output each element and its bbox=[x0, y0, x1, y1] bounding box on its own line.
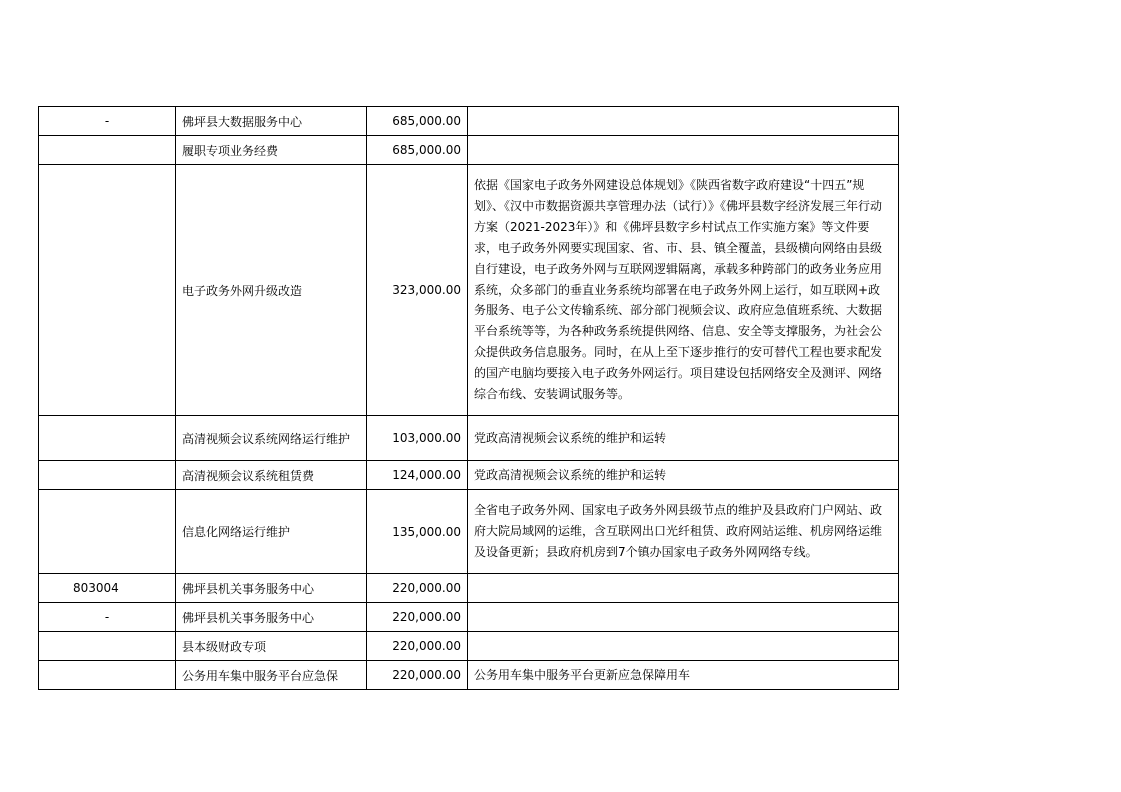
row-amount: 220,000.00 bbox=[367, 661, 468, 690]
row-code bbox=[39, 416, 176, 461]
row-description: 依据《国家电子政务外网建设总体规划》《陕西省数字政府建设“十四五”规划》、《汉中市数据资源共享管理办法（试行）》《佛坪县数字经济发展三年行动方案（2021-2023年）》和《佛坪县数字乡村试点工作实施方案》等文件要求，电子政务外网要实现国家、省、市、县、镇全覆盖，县级横向网络由县级自行建设，电子政务外网与互联网逻辑隔离，承载多种跨部门的政务业务应用系统，众多部门的垂直业务系统均部署在电子政务外网上运行，如互联网+政务服务、电子公文传输系统、部分部门视频会议、政府应急值班系统、大数据平台系统等等，为各种政务系统提供网络、信息、安全等支撑服务，为社会公众提供政务信息服务。同时，在从上至下逐步推行的安可替代工程也要求配发的国产电脑均要接入电子政务外网运行。项目建设包括网络安全及测评、网络综合布线、安装调试服务等。 bbox=[468, 165, 899, 416]
budget-table bbox=[38, 106, 899, 690]
row-amount: 323,000.00 bbox=[367, 165, 468, 416]
row-name: 佛坪县大数据服务中心 bbox=[176, 107, 367, 136]
row-name: 佛坪县机关事务服务中心 bbox=[176, 603, 367, 632]
row-description: 公务用车集中服务平台更新应急保障用车 bbox=[468, 661, 899, 690]
row-description bbox=[468, 107, 899, 136]
table-row bbox=[39, 490, 899, 574]
table-row bbox=[39, 574, 899, 603]
row-amount: 103,000.00 bbox=[367, 416, 468, 461]
row-description: 全省电子政务外网、国家电子政务外网县级节点的维护及县政府门户网站、政府大院局域网的运维，含互联网出口光纤租赁、政府网站运维、机房网络运维及设备更新；县政府机房到7个镇办国家电子政务外网网络专线。 bbox=[468, 490, 899, 574]
table-row bbox=[39, 416, 899, 461]
table-row bbox=[39, 165, 899, 416]
row-code bbox=[39, 632, 176, 661]
row-name: 信息化网络运行维护 bbox=[176, 490, 367, 574]
table-row bbox=[39, 603, 899, 632]
row-description bbox=[468, 603, 899, 632]
row-code bbox=[39, 490, 176, 574]
row-amount: 135,000.00 bbox=[367, 490, 468, 574]
row-code: 803004 bbox=[39, 574, 176, 603]
row-name: 高清视频会议系统网络运行维护 bbox=[176, 416, 367, 461]
row-description bbox=[468, 632, 899, 661]
row-code bbox=[39, 136, 176, 165]
row-description bbox=[468, 574, 899, 603]
row-code bbox=[39, 461, 176, 490]
table-row bbox=[39, 661, 899, 690]
row-name: 佛坪县机关事务服务中心 bbox=[176, 574, 367, 603]
row-code: - bbox=[39, 603, 176, 632]
table-row bbox=[39, 136, 899, 165]
row-amount: 685,000.00 bbox=[367, 107, 468, 136]
row-code bbox=[39, 165, 176, 416]
row-description: 党政高清视频会议系统的维护和运转 bbox=[468, 416, 899, 461]
table-row bbox=[39, 107, 899, 136]
row-amount: 124,000.00 bbox=[367, 461, 468, 490]
row-amount: 220,000.00 bbox=[367, 632, 468, 661]
row-code: - bbox=[39, 107, 176, 136]
row-amount: 220,000.00 bbox=[367, 603, 468, 632]
row-name: 公务用车集中服务平台应急保 bbox=[176, 661, 367, 690]
row-name: 履职专项业务经费 bbox=[176, 136, 367, 165]
row-name: 高清视频会议系统租赁费 bbox=[176, 461, 367, 490]
row-description: 党政高清视频会议系统的维护和运转 bbox=[468, 461, 899, 490]
row-name: 电子政务外网升级改造 bbox=[176, 165, 367, 416]
table-row bbox=[39, 461, 899, 490]
row-amount: 220,000.00 bbox=[367, 574, 468, 603]
table-row bbox=[39, 632, 899, 661]
row-code bbox=[39, 661, 176, 690]
row-amount: 685,000.00 bbox=[367, 136, 468, 165]
row-description bbox=[468, 136, 899, 165]
row-name: 县本级财政专项 bbox=[176, 632, 367, 661]
